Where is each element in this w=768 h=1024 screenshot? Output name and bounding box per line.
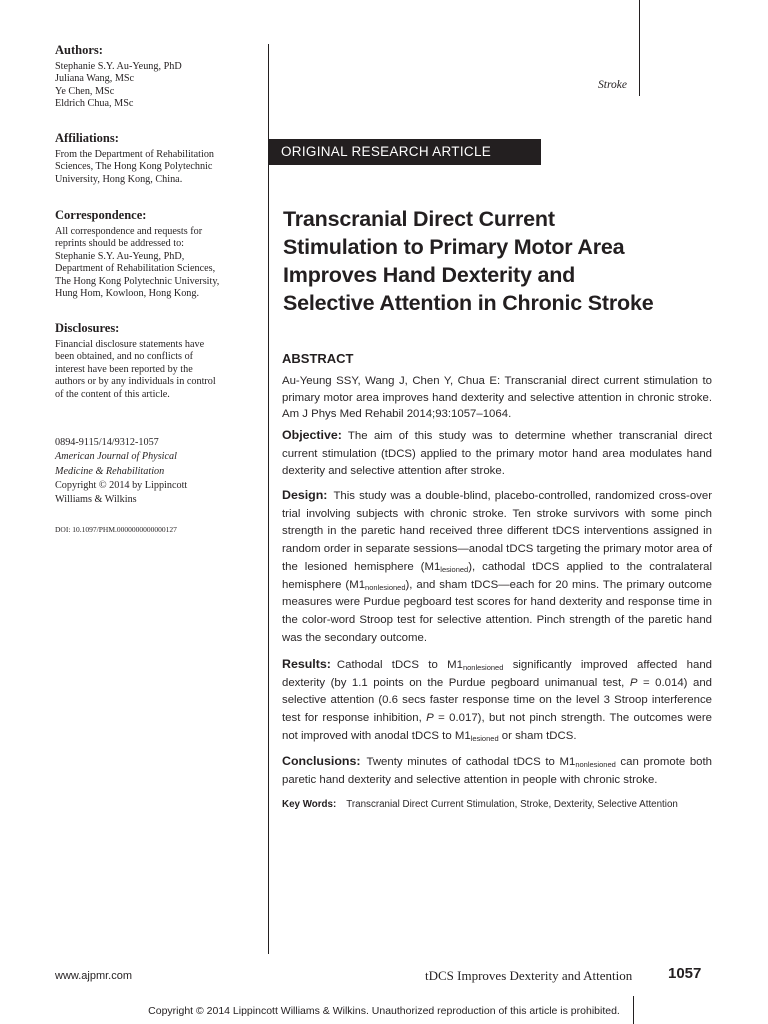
design-text: ), cathodal tDCS applied to the contralateral hemisphere (M1 xyxy=(282,560,712,591)
results-label: Results: xyxy=(282,657,331,671)
correspondence-line: The Hong Kong Polytechnic University, xyxy=(55,275,220,287)
disclosures-heading: Disclosures: xyxy=(55,321,120,335)
publication-info xyxy=(55,436,187,507)
objective-label: Objective: xyxy=(282,428,342,442)
issn: 0894-9115/14/9312-1057 xyxy=(55,437,159,448)
author-name: Juliana Wang, MSc xyxy=(55,73,135,85)
keywords-label: Key Words: xyxy=(282,799,337,810)
abstract-heading: ABSTRACT xyxy=(282,351,354,366)
authors-heading: Authors: xyxy=(55,43,103,57)
title-line: Transcranial Direct Current xyxy=(283,207,555,231)
results-text: Cathodal tDCS to M1 xyxy=(336,659,463,671)
title-line: Selective Attention in Chronic Stroke xyxy=(283,291,654,315)
authors-section xyxy=(55,42,182,111)
author-name: Ye Chen, MSc xyxy=(55,85,115,97)
abstract-results xyxy=(282,656,712,746)
objective-text: The aim of this study was to determine whether transcranial direct current stimulation (tDCS) applied to the primary motor hand area modulates hand dexterity and selective attention after stroke. xyxy=(282,430,712,478)
results-text: or sham tDCS. xyxy=(498,729,577,742)
results-text: = 0.014) and selective attention (0.6 secs faster response time on the level 3 Stroop interference test for response inhibition, xyxy=(282,676,712,725)
journal-name: American Journal of Physical xyxy=(55,451,177,463)
affiliations-section xyxy=(55,130,214,186)
journal-name: Medicine & Rehabilitation xyxy=(55,465,165,477)
subscript: nonlesioned xyxy=(575,760,616,769)
column-divider xyxy=(268,44,269,954)
correspondence-line: reprints should be addressed to: xyxy=(55,238,185,250)
doi: DOI: 10.1097/PHM.0000000000000127 xyxy=(55,525,177,534)
affiliation-line: University, Hong Kong, China. xyxy=(55,173,183,185)
subscript: nonlesioned xyxy=(462,663,504,672)
p-value-label: P xyxy=(629,676,638,689)
abstract-conclusions xyxy=(282,753,712,789)
copyright-notice: Copyright © 2014 Lippincott Williams & Wilkins. Unauthorized reproduction of this article is prohibited. xyxy=(148,1005,620,1017)
article-title xyxy=(283,205,723,317)
copyright-line: Williams & Wilkins xyxy=(55,494,137,506)
correspondence-line: Hung Hom, Kowloon, Hong Kong. xyxy=(55,288,200,300)
subscript: lesioned xyxy=(470,733,499,743)
p-value-label: P xyxy=(426,712,434,725)
design-label: Design: xyxy=(282,488,328,502)
abstract-objective xyxy=(282,427,712,481)
disclosure-line: authors or by any individuals in control xyxy=(55,376,216,388)
keywords xyxy=(282,796,712,814)
disclosure-line: been obtained, and no conflicts of xyxy=(55,351,194,363)
title-line: Stimulation to Primary Motor Area xyxy=(283,235,625,259)
conclusions-text: Twenty minutes of cathodal tDCS to M1 xyxy=(366,756,576,768)
author-name: Stephanie S.Y. Au-Yeung, PhD xyxy=(55,61,182,72)
correspondence-line: All correspondence and requests for xyxy=(55,226,203,237)
affiliations-heading: Affiliations: xyxy=(55,131,119,145)
affiliation-line: From the Department of Rehabilitation xyxy=(55,149,215,160)
affiliation-line: Sciences, The Hong Kong Polytechnic xyxy=(55,161,213,173)
correspondence-line: Department of Rehabilitation Sciences, xyxy=(55,263,216,275)
page-number: 1057 xyxy=(668,965,702,982)
results-text: = 0.017), but not pinch strength. The outcomes were not improved with anodal tDCS to M1 xyxy=(282,712,712,742)
conclusions-text: can promote both paretic hand dexterity and selective attention in people with chronic stroke. xyxy=(282,756,712,786)
article-type-banner: ORIGINAL RESEARCH ARTICLE xyxy=(269,139,541,165)
author-name: Eldrich Chua, MSc xyxy=(55,98,134,110)
design-text: ), and sham tDCS—each for 20 mins. The primary outcome measures were Purdue pegboard test scores for hand dexterity and response time in the color-word Stroop test for selective attention. Pinch strength of the paretic hand was the secondary outcome. xyxy=(282,578,712,644)
design-text: This study was a double-blind, placebo-controlled, randomized cross-over trial involving subjects with chronic stroke. Ten stroke survivors with some pinch strength in the paretic hand received three different tDCS interventions assigned in random order in separate sessions—anodal tDCS targeting the primary motor area of the lesioned hemisphere (M1 xyxy=(282,490,712,573)
correspondence-section xyxy=(55,207,219,300)
keywords-text: Transcranial Direct Current Stimulation, Stroke, Dexterity, Selective Attention xyxy=(346,799,678,810)
results-text: significantly improved affected hand dexterity (by 1.1 points on the Purdue pegboard unimanual test, xyxy=(282,659,712,689)
correspondence-line: Stephanie S.Y. Au-Yeung, PhD, xyxy=(55,250,185,262)
disclosure-line: interest have been reported by the xyxy=(55,363,193,375)
abstract-design xyxy=(282,487,712,647)
copyright-line: Copyright © 2014 by Lippincott xyxy=(55,479,188,491)
conclusions-label: Conclusions: xyxy=(282,754,361,768)
footer-running-title: tDCS Improves Dexterity and Attention xyxy=(425,968,633,983)
subscript: nonlesioned xyxy=(365,582,406,592)
disclosure-line: Financial disclosure statements have xyxy=(55,339,205,350)
correspondence-heading: Correspondence: xyxy=(55,208,147,222)
subscript: lesioned xyxy=(440,564,469,574)
disclosures-section xyxy=(55,320,216,401)
abstract-citation: Au-Yeung SSY, Wang J, Chen Y, Chua E: Transcranial direct current stimulation to primary motor area improves hand dexterity and selective attention in chronic stroke. Am J Phys Med Rehabil 2014;93:1057–1064. xyxy=(282,375,712,420)
journal-url[interactable]: www.ajpmr.com xyxy=(55,970,133,982)
header-divider xyxy=(639,0,640,96)
title-line: Improves Hand Dexterity and xyxy=(283,263,576,287)
disclosure-line: of the content of this article. xyxy=(55,388,170,400)
running-title: Stroke xyxy=(598,79,627,91)
